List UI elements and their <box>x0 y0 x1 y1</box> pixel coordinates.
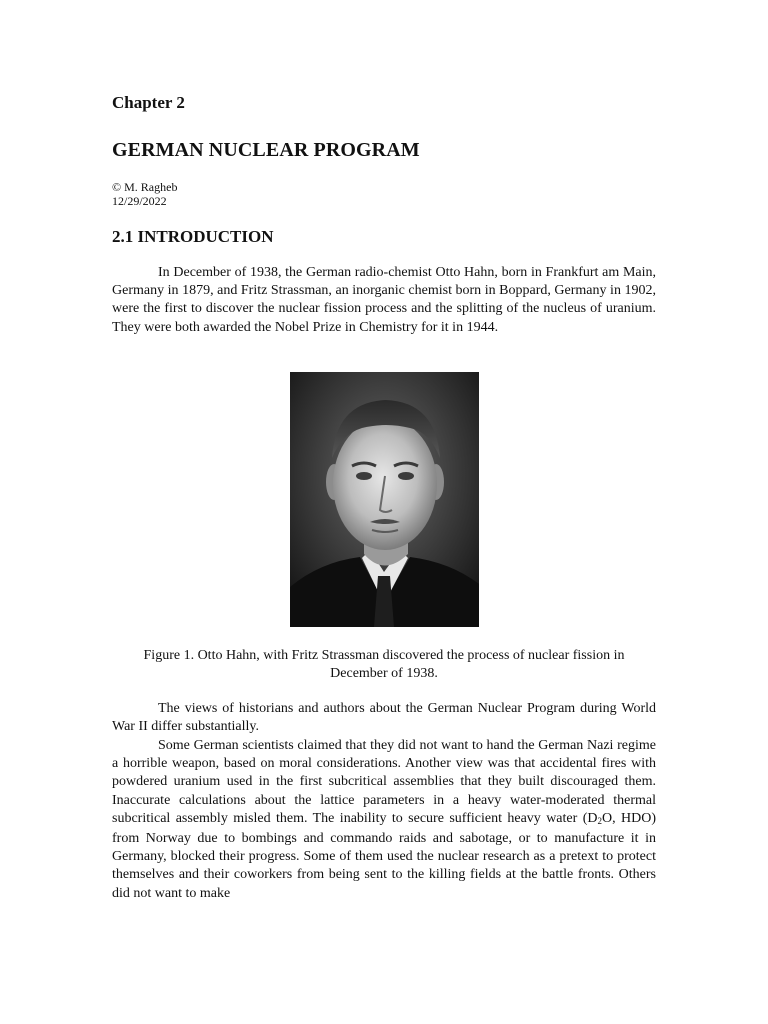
author-line: © M. Ragheb <box>112 180 178 194</box>
date-line: 12/29/2022 <box>112 194 167 208</box>
paragraph-claims-part-b: O, HDO) from Norway due to bombings and commando raids and sabotage, or to manufacture it in Germany, blocked their progress. Some of them used the nuclear research as a pretext to protect themselves and their coworkers from being sent to the killing fields at the battle fronts. Others did not want to make <box>112 810 656 901</box>
paragraph-intro: In December of 1938, the German radio-chemist Otto Hahn, born in Frankfurt am Main, Germany in 1879, and Fritz Strassman, an inorganic chemist born in Boppard, Germany in 1902, were the first to discover the nuclear fission process and the splitting of the nucleus of uranium. They were both awarded the Nobel Prize in Chemistry for it in 1944. <box>112 265 656 335</box>
portrait-illustration <box>290 372 479 627</box>
paragraph-views: The views of historians and authors about the German Nuclear Program during World War II differ substantially. <box>112 701 656 735</box>
section-heading: 2.1 INTRODUCTION <box>112 227 274 246</box>
figure-caption <box>112 647 656 683</box>
figure-caption-line: Figure 1. Otto Hahn, with Fritz Strassman discovered the process of nuclear fission in <box>143 648 625 663</box>
paragraph-claims-part-a: Some German scientists claimed that they did not want to hand the German Nazi regime a horrible weapon, based on moral considerations. Another view was that accidental fires with powdered uranium used in the first subcritical assemblies that they built discouraged them. Inaccurate calculations about the lattice parameters in a heavy water-moderated thermal subcritical assembly misled them. The inability to secure sufficient heavy water (D <box>112 738 656 826</box>
chapter-label: Chapter 2 <box>112 93 185 112</box>
subscript-2: 2 <box>597 815 602 826</box>
paragraph-claims <box>112 737 656 903</box>
author-block <box>112 180 177 208</box>
portrait-photo <box>290 372 479 627</box>
figure-caption-line: December of 1938. <box>330 666 438 682</box>
chapter-title: GERMAN NUCLEAR PROGRAM <box>112 139 420 161</box>
